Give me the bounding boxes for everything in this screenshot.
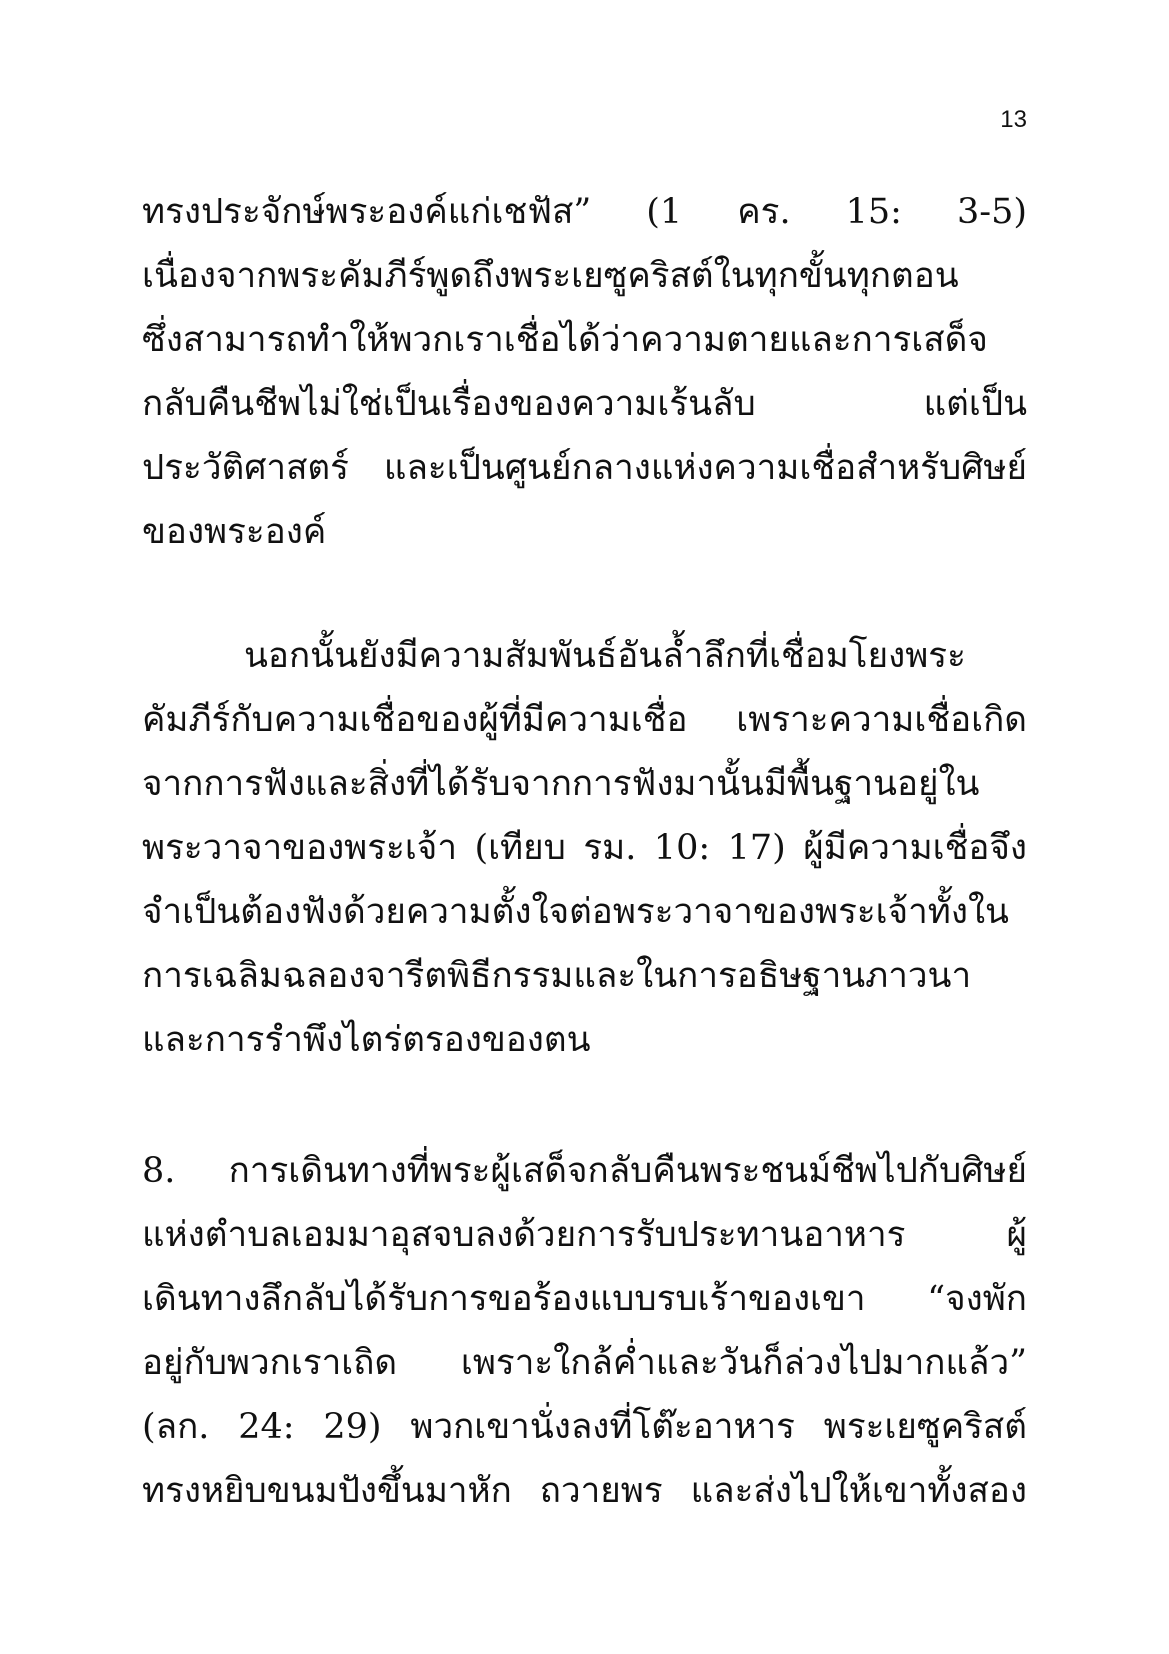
text-line: กลับคืนชีพไม่ใช่เป็นเรื่องของความเร้นลับ แต่เป็น [142, 384, 1027, 424]
text-line: เนื่องจากพระคัมภีร์พูดถึงพระเยซูคริสต์ในทุกขั้นทุกตอน [142, 256, 959, 296]
page-number: 13 [1000, 106, 1027, 133]
text-line: จากการฟังและสิ่งที่ได้รับจากการฟังมานั้นมีพื้นฐานอยู่ใน [142, 764, 980, 804]
text-line: นอกนั้นยังมีความสัมพันธ์อันล้ำลึกที่เชื่อมโยงพระ [244, 636, 966, 676]
text-line: แห่งตำบลเอมมาอุสจบลงด้วยการรับประทานอาหาร ผู้ [142, 1215, 1027, 1255]
text-line: พระวาจาของพระเจ้า (เทียบ รม. 10: 17) ผู้มีความเชื่อจึง [142, 828, 1027, 868]
paragraph-faith-and-scripture [142, 624, 1027, 1072]
text-line: (ลก. 24: 29) พวกเขานั่งลงที่โต๊ะอาหาร พระเยซูคริสต์ [142, 1407, 1027, 1447]
text-line: ของพระองค์ [142, 512, 327, 552]
text-line: คัมภีร์กับความเชื่อของผู้ที่มีความเชื่อ เพราะความเชื่อเกิด [142, 700, 1027, 740]
text-line: การเฉลิมฉลองจารีตพิธีกรรมและในการอธิษฐานภาวนา [142, 956, 972, 996]
text-line: 8. การเดินทางที่พระผู้เสด็จกลับคืนพระชนม์ชีพไปกับศิษย์ [142, 1151, 1027, 1191]
paragraph-continuation [142, 180, 1027, 564]
text-line: ซึ่งสามารถทำให้พวกเราเชื่อได้ว่าความตายและการเสด็จ [142, 320, 988, 360]
text-line: จำเป็นต้องฟังด้วยความตั้งใจต่อพระวาจาของพระเจ้าทั้งใน [142, 892, 1009, 932]
text-line: อยู่กับพวกเราเถิด เพราะใกล้ค่ำและวันก็ล่วงไปมากแล้ว” [142, 1343, 1027, 1383]
text-line: ทรงประจักษ์พระองค์แก่เชฟัส” (1 คร. 15: 3-5) [142, 192, 1027, 232]
text-line: เดินทางลึกลับได้รับการขอร้องแบบรบเร้าของเขา “จงพัก [142, 1279, 1027, 1319]
text-line: ประวัติศาสตร์ และเป็นศูนย์กลางแห่งความเชื่อสำหรับศิษย์ [142, 448, 1027, 488]
paragraph-section-8 [142, 1139, 1027, 1523]
text-line: ทรงหยิบขนมปังขึ้นมาหัก ถวายพร และส่งไปให้เขาทั้งสอง [142, 1471, 1027, 1511]
text-line: และการรำพึงไตร่ตรองของตน [142, 1020, 591, 1060]
